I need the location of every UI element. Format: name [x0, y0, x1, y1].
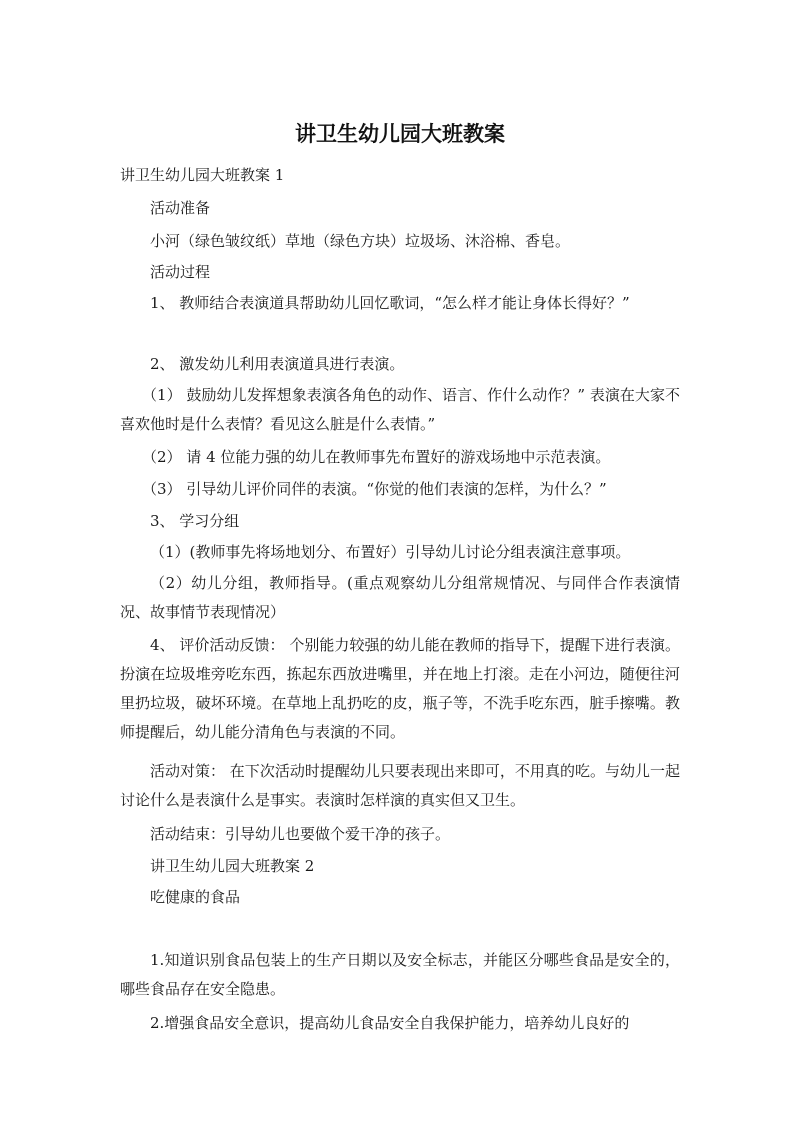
paragraph-preparation-heading: 活动准备	[150, 199, 211, 217]
paragraph-step-3-1: （1）(教师事先将场地划分、布置好）引导幼儿讨论分组表演注意事项。	[150, 543, 631, 561]
paragraph-subtitle: 吃健康的食品	[150, 888, 241, 906]
paragraph-step-1: 1、 教师结合表演道具帮助幼儿回忆歌词，“怎么样才能让身体长得好？”	[150, 294, 630, 312]
section-heading-1: 讲卫生幼儿园大班教案 1	[120, 166, 285, 184]
document-title: 讲卫生幼儿园大班教案	[295, 122, 505, 146]
paragraph-step-2-2: （2） 请 4 位能力强的幼儿在教师事先布置好的游戏场地中示范表演。	[142, 448, 611, 466]
paragraph-step-2: 2、 激发幼儿利用表演道具进行表演。	[150, 355, 405, 373]
paragraph-goal-2: 2.增强食品安全意识，提高幼儿食品安全自我保护能力，培养幼儿良好的	[150, 1014, 630, 1032]
paragraph-step-3-2: （2）幼儿分组，教师指导。(重点观察幼儿分组常规情况、与同伴合作表演情况、故事情节表现情况）	[120, 574, 680, 621]
paragraph-step-2-3: （3） 引导幼儿评价同伴的表演。“你觉的他们表演的怎样，为什么？”	[142, 480, 607, 498]
paragraph-ending: 活动结束：引导幼儿也要做个爱干净的孩子。	[150, 825, 451, 843]
paragraph-step-3: 3、 学习分组	[150, 512, 240, 530]
paragraph-step-4: 4、 评价活动反馈： 个别能力较强的幼儿能在教师的指导下，提醒下进行表演。扮演在垃圾堆旁吃东西，拣起东西放进嘴里，并在地上打滚。走在小河边，随便往河里扔垃圾，破坏环境。在草地上乱扔吃的皮，瓶子等，不洗手吃东西，脏手擦嘴。教师提醒后，幼儿能分清角色与表演的不同。	[120, 636, 680, 741]
paragraph-goal-1: 1.知道识别食品包装上的生产日期以及安全标志，并能区分哪些食品是安全的，哪些食品存在安全隐患。	[120, 951, 680, 998]
paragraph-preparation: 小河（绿色皱纹纸）草地（绿色方块）垃圾场、沐浴棉、香皂。	[150, 232, 571, 250]
paragraph-process-heading: 活动过程	[150, 263, 211, 281]
section-heading-2: 讲卫生幼儿园大班教案 2	[150, 857, 315, 875]
paragraph-strategy: 活动对策： 在下次活动时提醒幼儿只要表现出来即可，不用真的吃。与幼儿一起讨论什么是表演什么是事实。表演时怎样演的真实但又卫生。	[120, 762, 680, 809]
paragraph-step-2-1: （1） 鼓励幼儿发挥想象表演各角色的动作、语言、作什么动作？” 表演在大家不喜欢他时是什么表情？看见这么脏是什么表情。”	[120, 386, 680, 433]
